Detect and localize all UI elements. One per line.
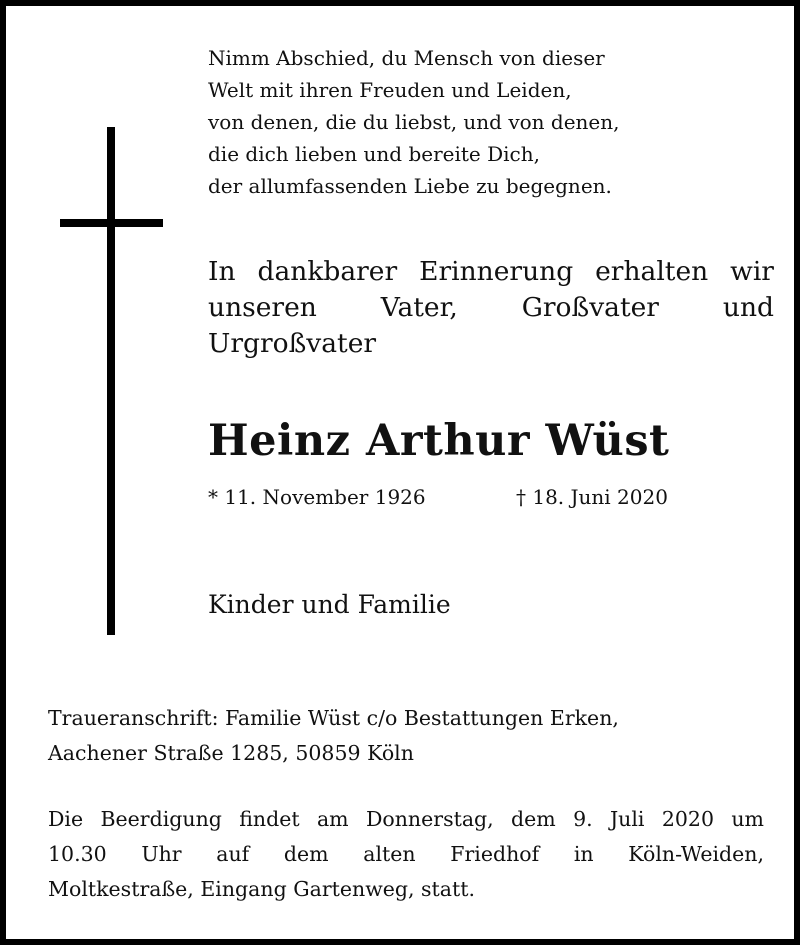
memorial-word: und [722,292,774,323]
funeral-word: Friedhof [450,842,540,866]
funeral-word: Beerdigung [100,807,222,831]
memorial-word: erhalten [595,256,709,287]
funeral-word: Die [48,807,84,831]
funeral-word: in [573,842,594,866]
funeral-line [48,802,764,837]
funeral-line [48,837,764,872]
poem-line: die dich lieben und bereite Dich, [208,142,540,166]
funeral-word: findet [239,807,300,831]
poem-line: Nimm Abschied, du Mensch von dieser [208,46,605,70]
memorial-word: Erinnerung [419,256,574,287]
poem [208,42,748,202]
deceased-name: Heinz Arthur Wüst [208,416,670,466]
funeral-word: Donnerstag, [365,807,494,831]
memorial-line [208,290,774,326]
memorial-line [208,254,774,290]
cross-icon [107,127,115,635]
memorial-text [208,254,774,362]
funeral-notice [48,802,764,907]
memorial-word: Großvater [521,292,659,323]
funeral-line: Moltkestraße, Eingang Gartenweg, statt. [48,877,476,901]
memorial-word: wir [730,256,774,287]
poem-line: von denen, die du liebst, und von denen, [208,110,620,134]
funeral-word: Juli [609,807,645,831]
death-date: † 18. Juni 2020 [516,485,668,509]
mourning-address [48,701,619,771]
funeral-word: dem [511,807,556,831]
birth-date: * 11. November 1926 [208,485,426,509]
address-line: Aachener Straße 1285, 50859 Köln [48,741,414,765]
memorial-word: In [208,256,236,287]
funeral-word: Uhr [141,842,182,866]
address-line: Traueranschrift: Familie Wüst c/o Bestattungen Erken, [48,706,619,730]
poem-line: der allumfassenden Liebe zu begegnen. [208,174,612,198]
funeral-word: 9. [573,807,593,831]
mourners: Kinder und Familie [208,590,451,619]
cross-icon-bar [60,219,163,227]
funeral-word: alten [363,842,416,866]
memorial-word: dankbarer [257,256,398,287]
funeral-word: Köln-Weiden, [628,842,764,866]
funeral-word: auf [216,842,250,866]
funeral-word: am [316,807,349,831]
funeral-word: um [731,807,764,831]
memorial-word: unseren [208,292,317,323]
memorial-line: Urgroßvater [208,328,377,359]
funeral-word: 10.30 [48,842,107,866]
memorial-word: Vater, [380,292,458,323]
funeral-word: 2020 [661,807,714,831]
funeral-word: dem [283,842,329,866]
poem-line: Welt mit ihren Freuden und Leiden, [208,78,572,102]
